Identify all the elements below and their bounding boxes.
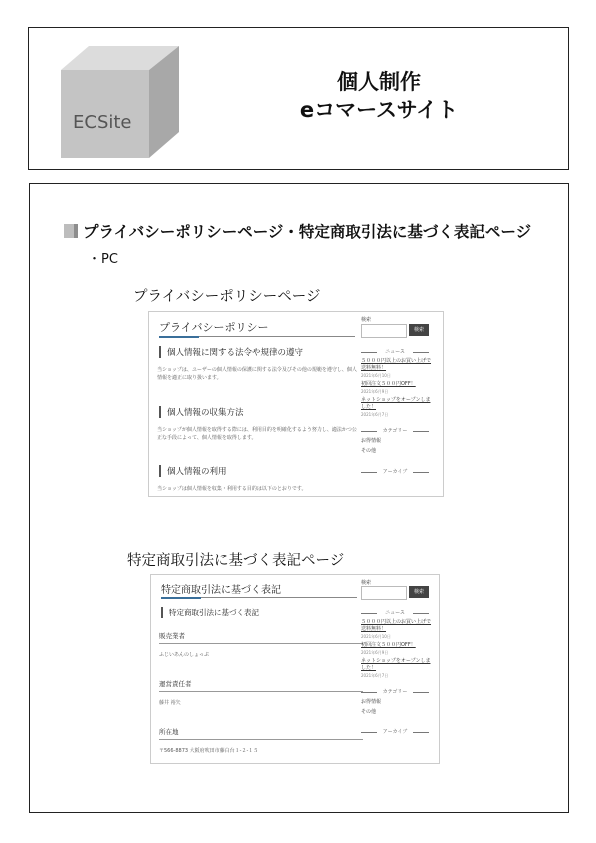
privacy-h-use: 個人情報の利用	[159, 465, 227, 477]
privacy-page-title: プライバシーポリシー	[159, 321, 269, 334]
news-date-1: 2021年6月10日	[361, 634, 391, 639]
device-label: ・PC	[88, 252, 118, 267]
tokutei-screenshot	[150, 574, 440, 764]
tokutei-page-title: 特定商取引法に基づく表記	[161, 585, 281, 596]
header-frame	[28, 27, 569, 170]
news-heading: ニュース	[361, 609, 429, 616]
tokutei-caption: 特定商取引法に基づく表記ページ	[127, 553, 345, 569]
privacy-p-laws: 当ショップは、ユーザーの個人情報の保護に関する法令及びその他の規範を遵守し、個人情報を適正に取り扱います。	[157, 367, 357, 381]
divider	[159, 739, 363, 740]
privacy-p-use: 当ショップは個人情報を収集・利用する目的は以下のとおりです。	[157, 486, 307, 492]
bullet-square-icon	[64, 224, 78, 238]
search-button[interactable]: 検索	[409, 586, 429, 598]
content-frame	[29, 183, 569, 813]
title-underline	[161, 597, 357, 598]
news-heading: ニュース	[361, 348, 429, 355]
archive-heading: アーカイブ	[361, 468, 429, 475]
news-date-2: 2021年6月9日	[361, 650, 389, 655]
sidebar	[361, 312, 441, 496]
news-link-1[interactable]: ５０００円以上のお買い上げで送料無料！	[361, 619, 432, 632]
category-link-1[interactable]: お得情報	[361, 699, 382, 705]
sidebar	[361, 575, 440, 763]
seller-label: 販売業者	[159, 632, 185, 640]
address-value: 〒566-8873 大阪府吹田市藤白台１-２-１５	[159, 748, 259, 754]
category-link-1[interactable]: お得情報	[361, 438, 382, 444]
seller-value: ふじいあんのしょっぷ	[159, 652, 210, 658]
search-label: 検索	[361, 580, 372, 586]
tokutei-h-main: 特定商取引法に基づく表記	[161, 607, 259, 618]
search-label: 検索	[361, 317, 372, 323]
news-link-2[interactable]: 初回注文５００円OFF！	[361, 642, 416, 648]
title-line-1: 個人制作	[337, 70, 421, 94]
ecsite-logo-cube	[61, 46, 179, 158]
privacy-p-collect: 当ショップが個人情報を取得する際には、利用目的を明確化するよう努力し、適法かつ公正な手段によって、個人情報を取得します。	[157, 427, 357, 441]
news-date-3: 2021年6月7日	[361, 673, 389, 678]
category-heading: カテゴリー	[361, 688, 429, 695]
news-link-3[interactable]: ネットショップをオープンしました！	[361, 658, 431, 671]
category-link-2[interactable]: その他	[361, 448, 377, 454]
privacy-caption: プライバシーポリシーページ	[133, 289, 321, 305]
title-line-2: eコマースサイト	[299, 98, 459, 122]
news-link-2[interactable]: 初回注文５００円OFF！	[361, 381, 416, 387]
search-input[interactable]	[361, 586, 407, 600]
category-heading: カテゴリー	[361, 427, 429, 434]
news-date-3: 2021年6月7日	[361, 412, 389, 417]
page-title	[259, 68, 499, 124]
divider	[159, 643, 363, 644]
category-link-2[interactable]: その他	[361, 709, 377, 715]
news-link-1[interactable]: ５０００円以上のお買い上げで送料無料！	[361, 358, 432, 371]
section-heading	[64, 220, 531, 242]
title-underline	[159, 336, 355, 337]
privacy-screenshot	[148, 311, 444, 497]
search-button[interactable]: 検索	[409, 324, 429, 336]
address-label: 所在地	[159, 728, 179, 736]
privacy-h-laws: 個人情報に関する法令や規律の遵守	[159, 346, 303, 358]
logo-text: ECSite	[73, 112, 132, 133]
section-heading-text: プライバシーポリシーページ・特定商取引法に基づく表記ページ	[83, 223, 532, 241]
manager-value: 藤井 裕矢	[159, 700, 181, 706]
news-date-2: 2021年6月9日	[361, 389, 389, 394]
search-input[interactable]	[361, 324, 407, 338]
divider	[159, 691, 363, 692]
manager-label: 運営責任者	[159, 680, 192, 688]
news-link-3[interactable]: ネットショップをオープンしました！	[361, 397, 431, 410]
archive-heading: アーカイブ	[361, 728, 429, 735]
news-date-1: 2021年6月10日	[361, 373, 391, 378]
privacy-h-collect: 個人情報の収集方法	[159, 406, 244, 418]
